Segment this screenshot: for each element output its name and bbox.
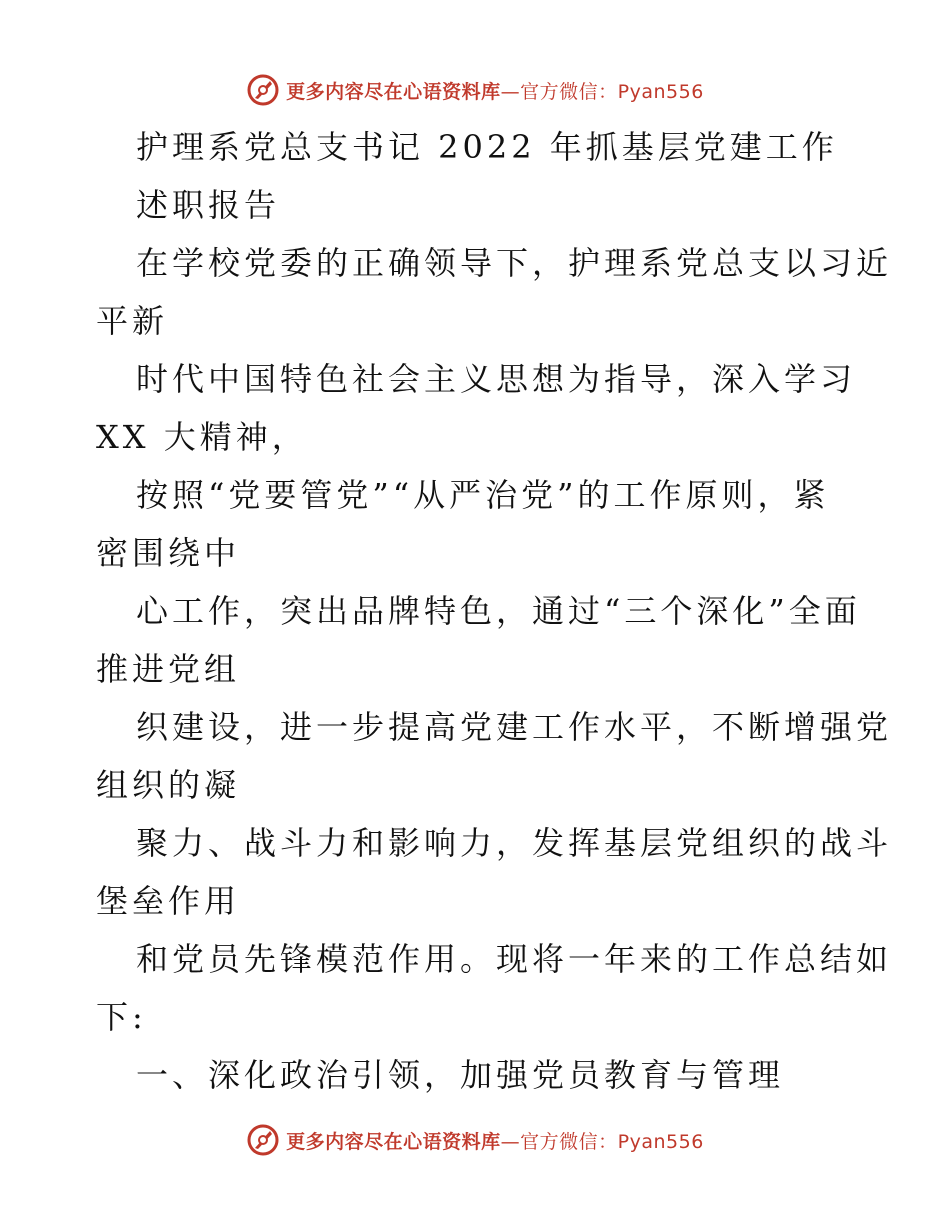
watermark-sub: 官方微信：Pyan556	[520, 80, 704, 103]
text-line: 一、深化政治引领，加强党员教育与管理	[136, 1056, 785, 1094]
watermark-sep: —	[500, 80, 521, 103]
text-line: 织建设，进一步提高党建工作水平，不断增强党	[136, 708, 893, 746]
text-line: 述职报告	[136, 186, 281, 224]
watermark-sub: 官方微信：Pyan556	[520, 1130, 704, 1153]
watermark-text	[286, 1127, 704, 1154]
text-line: 下:	[96, 998, 147, 1036]
watermark-banner-top	[0, 70, 950, 110]
watermark-banner-bottom	[0, 1120, 950, 1160]
watermark-text	[286, 77, 704, 104]
text-line: 推进党组	[96, 650, 241, 688]
text-line: XX 大精神，	[96, 418, 308, 456]
text-line: 心工作，突出品牌特色，通过“三个深化”全面	[136, 592, 861, 630]
text-line: 聚力、战斗力和影响力，发挥基层党组织的战斗	[136, 824, 893, 862]
text-line: 时代中国特色社会主义思想为指导，深入学习	[136, 360, 857, 398]
watermark-main: 更多内容尽在心语资料库	[286, 1130, 501, 1153]
document-body	[96, 118, 893, 1104]
text-line: 和党员先锋模范作用。现将一年来的工作总结如	[136, 940, 893, 978]
watermark-sep: —	[500, 1130, 521, 1153]
quill-logo-icon	[246, 1123, 280, 1157]
text-line: 密围绕中	[96, 534, 241, 572]
text-line: 按照“党要管党”“从严治党”的工作原则，紧	[136, 476, 830, 514]
text-line: 堡垒作用	[96, 882, 241, 920]
text-line: 组织的凝	[96, 766, 241, 804]
text-line: 平新	[96, 302, 169, 340]
quill-logo-icon	[246, 73, 280, 107]
watermark-main: 更多内容尽在心语资料库	[286, 80, 501, 103]
text-line: 护理系党总支书记 2022 年抓基层党建工作	[136, 128, 838, 166]
text-line: 在学校党委的正确领导下，护理系党总支以习近	[136, 244, 893, 282]
